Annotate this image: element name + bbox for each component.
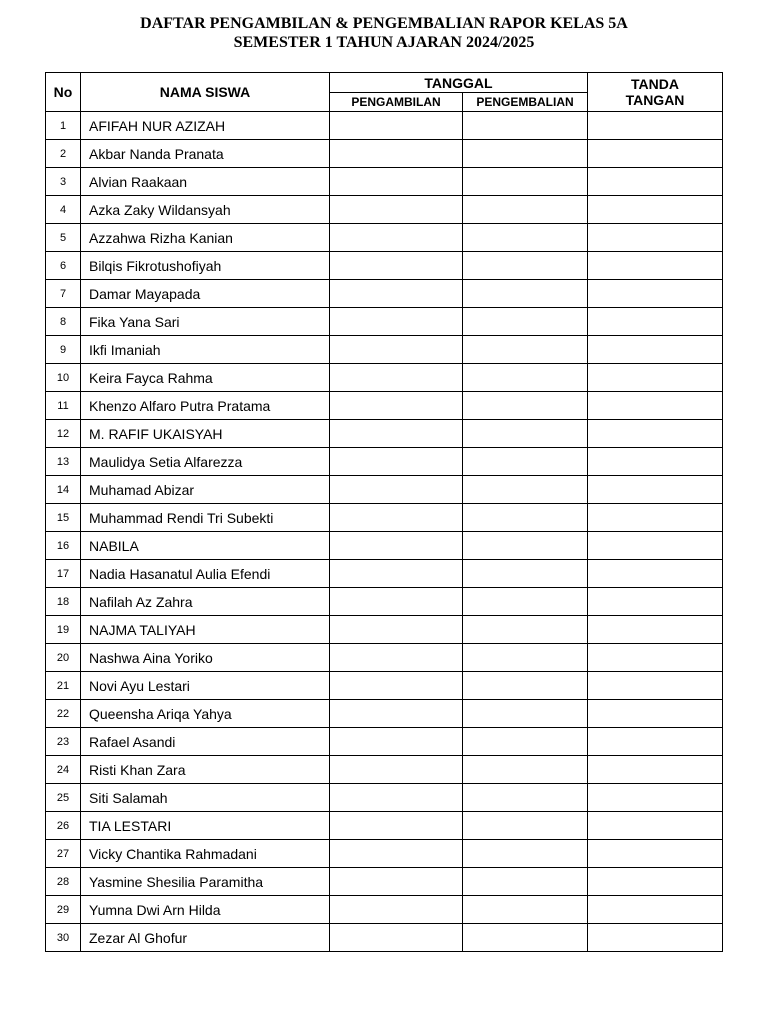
tanda-tangan-cell[interactable] bbox=[588, 672, 723, 700]
student-name: Risti Khan Zara bbox=[81, 756, 330, 784]
tanda-tangan-cell[interactable] bbox=[588, 196, 723, 224]
student-name: NAJMA TALIYAH bbox=[81, 616, 330, 644]
tanda-tangan-cell[interactable] bbox=[588, 728, 723, 756]
pengambilan-cell[interactable] bbox=[330, 644, 463, 672]
pengembalian-cell[interactable] bbox=[463, 812, 588, 840]
row-number: 19 bbox=[46, 616, 81, 644]
pengambilan-cell[interactable] bbox=[330, 840, 463, 868]
row-number: 18 bbox=[46, 588, 81, 616]
pengambilan-cell[interactable] bbox=[330, 588, 463, 616]
table-row bbox=[46, 896, 723, 924]
row-number: 16 bbox=[46, 532, 81, 560]
pengembalian-cell[interactable] bbox=[463, 252, 588, 280]
header-tanda-line1: TANDA bbox=[631, 76, 679, 92]
row-number: 27 bbox=[46, 840, 81, 868]
tanda-tangan-cell[interactable] bbox=[588, 896, 723, 924]
table-row bbox=[46, 840, 723, 868]
row-number: 23 bbox=[46, 728, 81, 756]
title-line-2: SEMESTER 1 TAHUN AJARAN 2024/2025 bbox=[233, 34, 535, 51]
student-name: Keira Fayca Rahma bbox=[81, 364, 330, 392]
student-name: Azzahwa Rizha Kanian bbox=[81, 224, 330, 252]
student-name: Nashwa Aina Yoriko bbox=[81, 644, 330, 672]
student-name: Muhamad Abizar bbox=[81, 476, 330, 504]
pengambilan-cell[interactable] bbox=[330, 924, 463, 952]
row-number: 11 bbox=[46, 392, 81, 420]
tanda-tangan-cell[interactable] bbox=[588, 168, 723, 196]
table-row bbox=[46, 336, 723, 364]
pengembalian-cell[interactable] bbox=[463, 700, 588, 728]
pengambilan-cell[interactable] bbox=[330, 112, 463, 140]
document-title bbox=[0, 14, 768, 52]
header-nama-siswa: NAMA SISWA bbox=[81, 73, 330, 112]
row-number: 22 bbox=[46, 700, 81, 728]
pengambilan-cell[interactable] bbox=[330, 784, 463, 812]
pengembalian-cell[interactable] bbox=[463, 336, 588, 364]
pengambilan-cell[interactable] bbox=[330, 280, 463, 308]
pengambilan-cell[interactable] bbox=[330, 364, 463, 392]
pengambilan-cell[interactable] bbox=[330, 448, 463, 476]
student-name: M. RAFIF UKAISYAH bbox=[81, 420, 330, 448]
student-name: Novi Ayu Lestari bbox=[81, 672, 330, 700]
tanda-tangan-cell[interactable] bbox=[588, 588, 723, 616]
header-pengambilan: PENGAMBILAN bbox=[330, 93, 463, 112]
pengembalian-cell[interactable] bbox=[463, 868, 588, 896]
student-name: Yasmine Shesilia Paramitha bbox=[81, 868, 330, 896]
table-row bbox=[46, 196, 723, 224]
tanda-tangan-cell[interactable] bbox=[588, 756, 723, 784]
table-row bbox=[46, 504, 723, 532]
pengembalian-cell[interactable] bbox=[463, 560, 588, 588]
tanda-tangan-cell[interactable] bbox=[588, 336, 723, 364]
tanda-tangan-cell[interactable] bbox=[588, 784, 723, 812]
student-name: Queensha Ariqa Yahya bbox=[81, 700, 330, 728]
row-number: 6 bbox=[46, 252, 81, 280]
pengambilan-cell[interactable] bbox=[330, 812, 463, 840]
tanda-tangan-cell[interactable] bbox=[588, 644, 723, 672]
pengembalian-cell[interactable] bbox=[463, 840, 588, 868]
tanda-tangan-cell[interactable] bbox=[588, 868, 723, 896]
table-row bbox=[46, 700, 723, 728]
tanda-tangan-cell[interactable] bbox=[588, 812, 723, 840]
pengembalian-cell[interactable] bbox=[463, 924, 588, 952]
row-number: 15 bbox=[46, 504, 81, 532]
table-row bbox=[46, 532, 723, 560]
row-number: 29 bbox=[46, 896, 81, 924]
row-number: 28 bbox=[46, 868, 81, 896]
tanda-tangan-cell[interactable] bbox=[588, 504, 723, 532]
table-body bbox=[46, 112, 723, 952]
row-number: 24 bbox=[46, 756, 81, 784]
student-name: Muhammad Rendi Tri Subekti bbox=[81, 504, 330, 532]
pengambilan-cell[interactable] bbox=[330, 252, 463, 280]
table-row bbox=[46, 784, 723, 812]
table-row bbox=[46, 868, 723, 896]
student-name: TIA LESTARI bbox=[81, 812, 330, 840]
student-name: Nadia Hasanatul Aulia Efendi bbox=[81, 560, 330, 588]
tanda-tangan-cell[interactable] bbox=[588, 448, 723, 476]
row-number: 12 bbox=[46, 420, 81, 448]
pengembalian-cell[interactable] bbox=[463, 896, 588, 924]
tanda-tangan-cell[interactable] bbox=[588, 308, 723, 336]
table-row bbox=[46, 560, 723, 588]
table-row bbox=[46, 672, 723, 700]
table-row bbox=[46, 476, 723, 504]
table-row bbox=[46, 364, 723, 392]
tanda-tangan-cell[interactable] bbox=[588, 280, 723, 308]
tanda-tangan-cell[interactable] bbox=[588, 224, 723, 252]
tanda-tangan-cell[interactable] bbox=[588, 392, 723, 420]
row-number: 13 bbox=[46, 448, 81, 476]
row-number: 1 bbox=[46, 112, 81, 140]
student-name: Zezar Al Ghofur bbox=[81, 924, 330, 952]
table-row bbox=[46, 812, 723, 840]
pengembalian-cell[interactable] bbox=[463, 196, 588, 224]
pengembalian-cell[interactable] bbox=[463, 672, 588, 700]
student-name: Siti Salamah bbox=[81, 784, 330, 812]
tanda-tangan-cell[interactable] bbox=[588, 532, 723, 560]
pengembalian-cell[interactable] bbox=[463, 140, 588, 168]
pengembalian-cell[interactable] bbox=[463, 504, 588, 532]
pengembalian-cell[interactable] bbox=[463, 616, 588, 644]
table-row bbox=[46, 252, 723, 280]
student-name: Bilqis Fikrotushofiyah bbox=[81, 252, 330, 280]
table-row bbox=[46, 420, 723, 448]
tanda-tangan-cell[interactable] bbox=[588, 364, 723, 392]
pengambilan-cell[interactable] bbox=[330, 476, 463, 504]
pengembalian-cell[interactable] bbox=[463, 784, 588, 812]
header-pengembalian: PENGEMBALIAN bbox=[463, 93, 588, 112]
student-name: Maulidya Setia Alfarezza bbox=[81, 448, 330, 476]
header-no: No bbox=[46, 73, 81, 112]
pengembalian-cell[interactable] bbox=[463, 420, 588, 448]
pengambilan-cell[interactable] bbox=[330, 420, 463, 448]
student-name: Akbar Nanda Pranata bbox=[81, 140, 330, 168]
row-number: 17 bbox=[46, 560, 81, 588]
row-number: 4 bbox=[46, 196, 81, 224]
title-line-1: DAFTAR PENGAMBILAN & PENGEMBALIAN RAPOR KELAS 5A bbox=[140, 15, 628, 32]
pengembalian-cell[interactable] bbox=[463, 392, 588, 420]
pengembalian-cell[interactable] bbox=[463, 448, 588, 476]
pengambilan-cell[interactable] bbox=[330, 140, 463, 168]
student-name: Khenzo Alfaro Putra Pratama bbox=[81, 392, 330, 420]
pengambilan-cell[interactable] bbox=[330, 728, 463, 756]
pengembalian-cell[interactable] bbox=[463, 588, 588, 616]
table-row bbox=[46, 448, 723, 476]
student-name: AFIFAH NUR AZIZAH bbox=[81, 112, 330, 140]
table-row bbox=[46, 308, 723, 336]
table-row bbox=[46, 924, 723, 952]
table-row bbox=[46, 644, 723, 672]
pengambilan-cell[interactable] bbox=[330, 196, 463, 224]
pengembalian-cell[interactable] bbox=[463, 112, 588, 140]
row-number: 2 bbox=[46, 140, 81, 168]
row-number: 7 bbox=[46, 280, 81, 308]
row-number: 9 bbox=[46, 336, 81, 364]
pengembalian-cell[interactable] bbox=[463, 644, 588, 672]
student-name: Fika Yana Sari bbox=[81, 308, 330, 336]
pengambilan-cell[interactable] bbox=[330, 168, 463, 196]
student-name: NABILA bbox=[81, 532, 330, 560]
row-number: 25 bbox=[46, 784, 81, 812]
table-row bbox=[46, 140, 723, 168]
tanda-tangan-cell[interactable] bbox=[588, 840, 723, 868]
student-name: Alvian Raakaan bbox=[81, 168, 330, 196]
tanda-tangan-cell[interactable] bbox=[588, 140, 723, 168]
tanda-tangan-cell[interactable] bbox=[588, 616, 723, 644]
table-row bbox=[46, 168, 723, 196]
pengambilan-cell[interactable] bbox=[330, 616, 463, 644]
student-name: Rafael Asandi bbox=[81, 728, 330, 756]
tanda-tangan-cell[interactable] bbox=[588, 252, 723, 280]
tanda-tangan-cell[interactable] bbox=[588, 700, 723, 728]
tanda-tangan-cell[interactable] bbox=[588, 112, 723, 140]
row-number: 10 bbox=[46, 364, 81, 392]
pengambilan-cell[interactable] bbox=[330, 560, 463, 588]
row-number: 3 bbox=[46, 168, 81, 196]
pengembalian-cell[interactable] bbox=[463, 756, 588, 784]
student-name: Yumna Dwi Arn Hilda bbox=[81, 896, 330, 924]
pengambilan-cell[interactable] bbox=[330, 224, 463, 252]
pengambilan-cell[interactable] bbox=[330, 700, 463, 728]
pengembalian-cell[interactable] bbox=[463, 224, 588, 252]
pengambilan-cell[interactable] bbox=[330, 504, 463, 532]
pengambilan-cell[interactable] bbox=[330, 896, 463, 924]
table-row bbox=[46, 112, 723, 140]
student-name: Vicky Chantika Rahmadani bbox=[81, 840, 330, 868]
pengembalian-cell[interactable] bbox=[463, 168, 588, 196]
student-name: Damar Mayapada bbox=[81, 280, 330, 308]
tanda-tangan-cell[interactable] bbox=[588, 420, 723, 448]
pengambilan-cell[interactable] bbox=[330, 672, 463, 700]
pengambilan-cell[interactable] bbox=[330, 392, 463, 420]
attendance-table bbox=[45, 72, 723, 952]
tanda-tangan-cell[interactable] bbox=[588, 476, 723, 504]
pengembalian-cell[interactable] bbox=[463, 364, 588, 392]
row-number: 8 bbox=[46, 308, 81, 336]
header-tanggal: TANGGAL bbox=[330, 73, 588, 93]
pengambilan-cell[interactable] bbox=[330, 336, 463, 364]
student-name: Azka Zaky Wildansyah bbox=[81, 196, 330, 224]
pengambilan-cell[interactable] bbox=[330, 308, 463, 336]
table-row bbox=[46, 224, 723, 252]
row-number: 30 bbox=[46, 924, 81, 952]
table-row bbox=[46, 588, 723, 616]
student-name: Nafilah Az Zahra bbox=[81, 588, 330, 616]
pengembalian-cell[interactable] bbox=[463, 476, 588, 504]
pengembalian-cell[interactable] bbox=[463, 728, 588, 756]
row-number: 21 bbox=[46, 672, 81, 700]
row-number: 5 bbox=[46, 224, 81, 252]
student-name: Ikfi Imaniah bbox=[81, 336, 330, 364]
pengambilan-cell[interactable] bbox=[330, 756, 463, 784]
table-row bbox=[46, 280, 723, 308]
pengambilan-cell[interactable] bbox=[330, 532, 463, 560]
pengambilan-cell[interactable] bbox=[330, 868, 463, 896]
pengembalian-cell[interactable] bbox=[463, 280, 588, 308]
row-number: 20 bbox=[46, 644, 81, 672]
tanda-tangan-cell[interactable] bbox=[588, 560, 723, 588]
pengembalian-cell[interactable] bbox=[463, 532, 588, 560]
tanda-tangan-cell[interactable] bbox=[588, 924, 723, 952]
table-row bbox=[46, 616, 723, 644]
header-tanda-tangan bbox=[588, 73, 723, 112]
row-number: 26 bbox=[46, 812, 81, 840]
pengembalian-cell[interactable] bbox=[463, 308, 588, 336]
table-row bbox=[46, 756, 723, 784]
table-row bbox=[46, 728, 723, 756]
header-tanda-line2: TANGAN bbox=[625, 92, 685, 108]
row-number: 14 bbox=[46, 476, 81, 504]
table-row bbox=[46, 392, 723, 420]
